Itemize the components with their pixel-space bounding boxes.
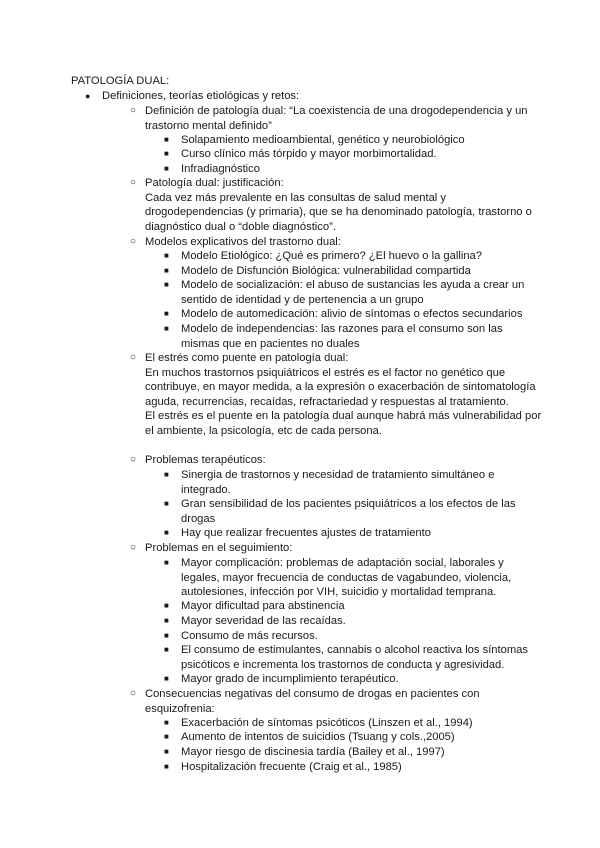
subsection-seguimiento — [130, 541, 545, 556]
list-item — [164, 716, 539, 731]
section-item — [85, 89, 542, 104]
list-item-text: Sinergia de trastornos y necesidad de tratamiento simultáneo e integrado. — [181, 469, 495, 496]
bullet-circle-icon: ○ — [130, 454, 137, 465]
subsection-terapeuticos — [130, 453, 545, 468]
bullet-disc-icon: ● — [85, 91, 91, 101]
list-item-text: Modelo de automedicación: alivio de síntomas o efectos secundarios — [181, 308, 523, 320]
list-item — [164, 322, 539, 351]
list-item — [164, 147, 539, 162]
section-heading: Definiciones, teorías etiológicas y retos: — [102, 90, 300, 102]
bullet-circle-icon: ○ — [130, 352, 137, 363]
list-item-text: Exacerbación de síntomas psicóticos (Linszen et al., 1994) — [181, 717, 473, 729]
list-item — [164, 133, 539, 148]
bullet-circle-icon: ○ — [130, 236, 137, 247]
bullet-square-icon: ■ — [164, 309, 169, 318]
list-item-text: Modelo Etiológico: ¿Qué es primero? ¿El huevo o la gallina? — [181, 250, 482, 262]
bullet-square-icon: ■ — [164, 601, 169, 610]
list-item-text: Mayor severidad de las recaídas. — [181, 615, 346, 627]
page-title: PATOLOGÍA DUAL: — [71, 75, 170, 87]
paragraph: El estrés es el puente en la patología dual aunque habrá más vulnerabilidad por el ambiente, la psicología, etc de cada persona. — [145, 410, 542, 437]
list-item — [164, 643, 539, 672]
list-item-text: Modelo de socialización: el abuso de sustancias les ayuda a crear un sentido de identidad y de pertenencia a un grupo — [181, 279, 525, 306]
list-item-text: Modelo de Disfunción Biológica: vulnerabilidad compartida — [181, 265, 471, 277]
subsection-heading: Problemas en el seguimiento: — [145, 542, 293, 554]
paragraph: En muchos trastornos psiquiátricos el estrés es el factor no genético que contribuye, en mayor medida, a la expresión o exacerbación de sintomatología aguda, recurrencias, recaídas, refractariedad y respuestas al tratamiento. — [145, 366, 536, 408]
subsection-consecuencias — [130, 687, 545, 716]
subsection-heading: Patología dual: justificación: — [145, 177, 284, 189]
bullet-square-icon: ■ — [164, 631, 169, 640]
list-item-text: Gran sensibilidad de los pacientes psiquiátricos a los efectos de las drogas — [181, 498, 516, 525]
bullet-square-icon: ■ — [164, 135, 169, 144]
list-item — [164, 599, 539, 614]
list-item — [164, 249, 539, 264]
list-item — [164, 497, 539, 526]
bullet-square-icon: ■ — [164, 762, 169, 771]
list-item-text: Solapamiento medioambiental, genético y neurobiológico — [181, 134, 465, 146]
bullet-square-icon: ■ — [164, 528, 169, 537]
bullet-square-icon: ■ — [164, 747, 169, 756]
list-item — [164, 614, 539, 629]
list-item — [164, 468, 539, 497]
list-item-text: Hay que realizar frecuentes ajustes de tratamiento — [181, 527, 431, 539]
subsection-heading: Consecuencias negativas del consumo de drogas en pacientes con esquizofrenia: — [145, 688, 480, 715]
list-item — [164, 307, 539, 322]
subsection-heading: Problemas terapéuticos: — [145, 454, 266, 466]
list-item — [164, 629, 539, 644]
bullet-circle-icon: ○ — [130, 542, 137, 553]
bullet-square-icon: ■ — [164, 324, 169, 333]
list-item — [164, 745, 539, 760]
subsection-definicion — [130, 104, 545, 133]
list-item-text: Infradiagnóstico — [181, 163, 260, 175]
list-item-text: Mayor riesgo de discinesia tardía (Bailey et al., 1997) — [181, 746, 445, 758]
list-item — [164, 278, 539, 307]
list-item-text: Aumento de intentos de suicidios (Tsuang y cols.,2005) — [181, 731, 455, 743]
list-item — [164, 556, 539, 600]
subsection-modelos — [130, 235, 545, 250]
bullet-square-icon: ■ — [164, 470, 169, 479]
bullet-square-icon: ■ — [164, 266, 169, 275]
bullet-square-icon: ■ — [164, 674, 169, 683]
list-item-text: Mayor complicación: problemas de adaptación social, laborales y legales, mayor frecuencia de conductas de vagabundeo, violencia, autolesiones, infección por VIH, suicidio y mortalidad temprana. — [181, 557, 512, 599]
list-item-text: Mayor dificultad para abstinencia — [181, 600, 345, 612]
subsection-justificacion — [130, 176, 545, 234]
bullet-square-icon: ■ — [164, 645, 169, 654]
bullet-square-icon: ■ — [164, 499, 169, 508]
bullet-square-icon: ■ — [164, 732, 169, 741]
list-item-text: Mayor grado de incumplimiento terapéutico. — [181, 673, 399, 685]
subsection-heading: Definición de patología dual: “La coexistencia de una drogodependencia y un trastorno mental definido” — [145, 105, 528, 132]
list-item — [164, 526, 539, 541]
subsection-heading: Modelos explicativos del trastorno dual: — [145, 236, 341, 248]
paragraph: Cada vez más prevalente en las consultas de salud mental y drogodependencias (y primaria), que se ha denominado patología, trastorno o diagnóstico dual o “doble diagnóstico”. — [145, 191, 532, 233]
list-item — [164, 672, 539, 687]
list-item — [164, 264, 539, 279]
list-item-text: Modelo de independencias: las razones para el consumo son las mismas que en pacientes no duales — [181, 323, 503, 350]
list-item-text: Curso clínico más tórpido y mayor morbimortalidad. — [181, 148, 437, 160]
bullet-square-icon: ■ — [164, 280, 169, 289]
bullet-circle-icon: ○ — [130, 105, 137, 116]
subsection-estres — [130, 351, 545, 439]
bullet-square-icon: ■ — [164, 718, 169, 727]
list-item — [164, 162, 539, 177]
list-item-text: Hospitalización frecuente (Craig et al., 1985) — [181, 761, 402, 773]
bullet-square-icon: ■ — [164, 149, 169, 158]
subsection-heading: El estrés como puente en patología dual: — [145, 352, 349, 364]
bullet-circle-icon: ○ — [130, 177, 137, 188]
bullet-square-icon: ■ — [164, 558, 169, 567]
list-item — [164, 760, 539, 775]
bullet-square-icon: ■ — [164, 164, 169, 173]
list-item — [164, 730, 539, 745]
bullet-circle-icon: ○ — [130, 688, 137, 699]
bullet-square-icon: ■ — [164, 251, 169, 260]
list-item-text: El consumo de estimulantes, cannabis o alcohol reactiva los síntomas psicóticos e incrementa los trastornos de conducta y agresividad. — [181, 644, 528, 671]
list-item-text: Consumo de más recursos. — [181, 630, 318, 642]
bullet-square-icon: ■ — [164, 616, 169, 625]
